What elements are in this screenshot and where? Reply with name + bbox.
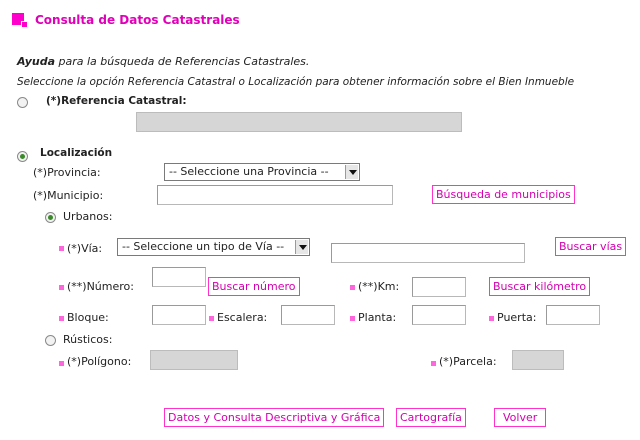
radio-localizacion[interactable]	[17, 151, 28, 162]
buscar-numero-button[interactable]: Buscar número	[208, 277, 300, 296]
escalera-input[interactable]	[281, 305, 335, 325]
help-rest: para la búsqueda de Referencias Catastrales.	[55, 55, 310, 68]
bullet-icon	[431, 361, 436, 366]
buscar-kilometro-button[interactable]: Buscar kilómetro	[489, 277, 590, 296]
help-text	[17, 55, 309, 68]
km-input[interactable]	[412, 277, 466, 297]
urbanos-label: Urbanos:	[63, 210, 113, 223]
bullet-icon	[59, 361, 64, 366]
numero-input[interactable]	[152, 267, 206, 287]
km-label: (**)Km:	[358, 280, 400, 293]
parcela-input[interactable]	[512, 350, 564, 370]
via-input[interactable]	[331, 243, 525, 263]
bullet-icon	[59, 316, 64, 321]
buscar-vias-button[interactable]: Buscar vías	[555, 237, 626, 256]
provincia-label: (*)Provincia:	[33, 166, 101, 179]
via-select[interactable]	[117, 238, 310, 256]
via-label: (*)Vía:	[67, 242, 103, 255]
bullet-icon	[350, 316, 355, 321]
page-title: Consulta de Datos Catastrales	[35, 13, 240, 27]
busqueda-municipios-button[interactable]: Búsqueda de municipios	[432, 185, 575, 204]
chevron-down-icon	[345, 165, 358, 179]
via-selected: -- Seleccione un tipo de Vía --	[122, 240, 285, 253]
chevron-down-icon	[295, 240, 308, 254]
numero-label: (**)Número:	[67, 280, 134, 293]
bullet-icon	[59, 285, 64, 290]
referencia-input[interactable]	[136, 112, 462, 132]
rusticos-label: Rústicos:	[63, 333, 113, 346]
radio-urbanos[interactable]	[45, 212, 56, 223]
radio-rusticos[interactable]	[45, 335, 56, 346]
volver-button[interactable]: Volver	[494, 408, 546, 427]
bullet-icon	[59, 246, 64, 251]
provincia-selected: -- Seleccione una Provincia --	[169, 165, 329, 178]
bullet-icon	[209, 316, 214, 321]
puerta-label: Puerta:	[497, 311, 537, 324]
bullet-icon	[350, 285, 355, 290]
puerta-input[interactable]	[546, 305, 600, 325]
bloque-label: Bloque:	[67, 311, 109, 324]
planta-input[interactable]	[412, 305, 466, 325]
poligono-label: (*)Polígono:	[67, 355, 132, 368]
title-square-icon	[12, 13, 24, 25]
municipio-input[interactable]	[157, 185, 393, 205]
provincia-select[interactable]	[164, 163, 360, 181]
bullet-icon	[489, 316, 494, 321]
referencia-label: (*)Referencia Catastral:	[46, 95, 187, 107]
parcela-label: (*)Parcela:	[439, 355, 497, 368]
municipio-label: (*)Municipio:	[33, 189, 104, 202]
escalera-label: Escalera:	[217, 311, 268, 324]
bloque-input[interactable]	[152, 305, 206, 325]
instruction-text: Seleccione la opción Referencia Catastral o Localización para obtener información sobre el Bien Inmueble	[17, 76, 575, 88]
planta-label: Planta:	[358, 311, 397, 324]
help-link[interactable]: Ayuda	[17, 55, 56, 68]
datos-consulta-button[interactable]: Datos y Consulta Descriptiva y Gráfica	[164, 408, 384, 427]
radio-referencia-catastral[interactable]	[17, 97, 28, 108]
localizacion-label: Localización	[40, 147, 113, 159]
cartografia-button[interactable]: Cartografía	[396, 408, 466, 427]
poligono-input[interactable]	[150, 350, 238, 370]
